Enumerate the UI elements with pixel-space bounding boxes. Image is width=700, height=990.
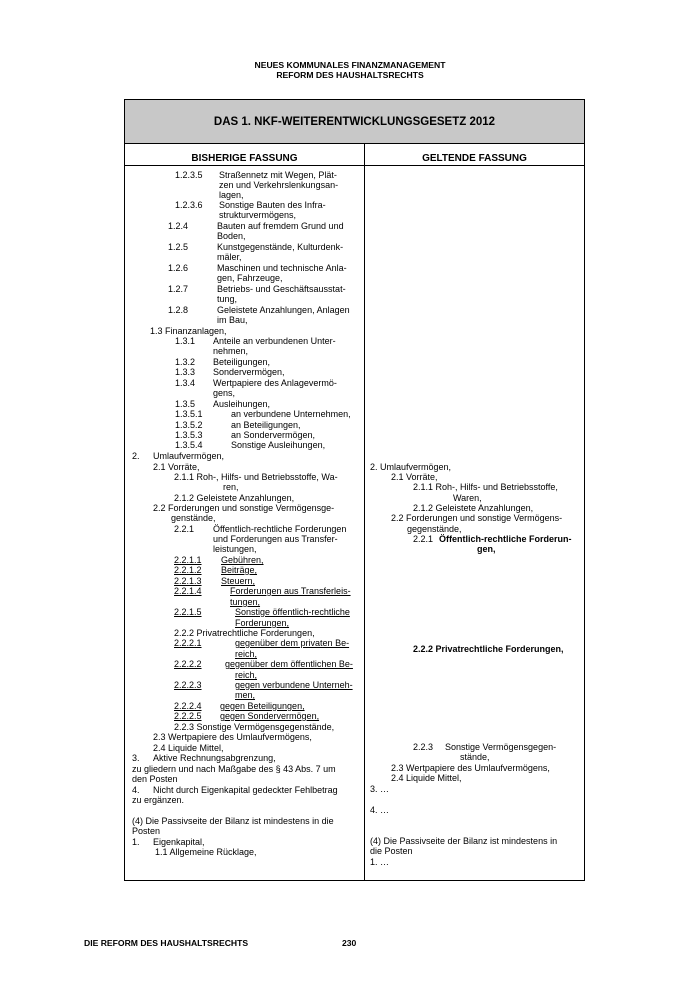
item-number: 1.2.7 xyxy=(168,284,189,294)
text-line: 2.1.2 Geleistete Anzahlungen, xyxy=(413,503,534,513)
column-header-right: GELTENDE FASSUNG xyxy=(422,153,527,164)
item-text: Umlaufvermögen, xyxy=(153,451,225,461)
item-number: 1. xyxy=(132,837,140,847)
text-line: 2. Umlaufvermögen, xyxy=(370,462,452,472)
item-number: 2.2.1.1 xyxy=(174,555,202,565)
item-text: mäler, xyxy=(217,252,242,262)
item-text: nehmen, xyxy=(213,346,249,356)
item-number: 2.2.2.3 xyxy=(174,680,202,690)
item-text: strukturvermögens, xyxy=(219,210,297,220)
text-line: den Posten xyxy=(132,774,178,784)
item-number: 1.3.2 xyxy=(175,357,196,367)
item-text: an verbundene Unternehmen, xyxy=(231,409,351,419)
item-text: Maschinen und technische Anla- xyxy=(217,263,347,273)
text-line: Posten xyxy=(132,826,161,836)
text-line: 2.2 Forderungen und sonstige Vermögens- xyxy=(391,513,563,523)
item-text: tung, xyxy=(217,294,238,304)
item-text: gegen Beteiligungen, xyxy=(220,701,305,711)
item-text: men, xyxy=(235,690,256,700)
item-number: 1.3.5.2 xyxy=(175,420,203,430)
column-header-left: BISHERIGE FASSUNG xyxy=(191,153,298,164)
item-number: 2.2.3 xyxy=(413,742,434,752)
item-text: gen, xyxy=(477,544,496,554)
text-line: 1.1 Allgemeine Rücklage, xyxy=(155,847,257,857)
item-text: stände, xyxy=(460,752,490,762)
text-line: 2.2 Forderungen und sonstige Vermögensge- xyxy=(153,503,335,513)
item-text: Sonstige öffentlich-rechtliche xyxy=(235,607,350,617)
item-text: gen, Fahrzeuge, xyxy=(217,273,283,283)
page-number: 230 xyxy=(342,938,357,948)
text-line: zu ergänzen. xyxy=(132,795,185,805)
comparison-table xyxy=(124,99,585,881)
item-text: an Sondervermögen, xyxy=(231,430,316,440)
text-line: 2.2.2 Privatrechtliche Forderungen, xyxy=(174,628,315,638)
text-line: 1. … xyxy=(370,857,390,867)
item-number: 2.2.1.3 xyxy=(174,576,202,586)
item-number: 2. xyxy=(132,451,140,461)
header-line-1: NEUES KOMMUNALES FINANZMANAGEMENT xyxy=(254,60,446,70)
item-text: Forderungen aus Transferleis- xyxy=(230,586,351,596)
item-text: Eigenkapital, xyxy=(153,837,205,847)
item-text: Öffentlich-rechtliche Forderun- xyxy=(439,534,572,544)
item-text: Boden, xyxy=(217,231,246,241)
item-number: 1.2.3.5 xyxy=(175,170,203,180)
text-line: (4) Die Passivseite der Bilanz ist mindestens in xyxy=(370,836,558,846)
text-line: 2.3 Wertpapiere des Umlaufvermögens, xyxy=(391,763,550,773)
item-number: 2.2.1 xyxy=(174,524,195,534)
item-number: 1.2.6 xyxy=(168,263,189,273)
text-line: ren, xyxy=(223,482,239,492)
item-number: 1.3.5 xyxy=(175,399,196,409)
item-text: Öffentlich-rechtliche Forderungen xyxy=(213,524,347,534)
item-number: 1.2.5 xyxy=(168,242,189,252)
text-line: 3. … xyxy=(370,784,390,794)
text-line: Waren, xyxy=(453,493,482,503)
table-title: DAS 1. NKF-WEITERENTWICKLUNGSGESETZ 2012 xyxy=(125,100,584,144)
item-number: 1.3.3 xyxy=(175,367,196,377)
text-line: 2.4 Liquide Mittel, xyxy=(153,743,224,753)
item-text: leistungen, xyxy=(213,544,257,554)
item-text: Geleistete Anzahlungen, Anlagen xyxy=(217,305,350,315)
text-line: 2.2.2 Privatrechtliche Forderungen, xyxy=(413,644,564,654)
text-line: 4. … xyxy=(370,805,390,815)
item-number: 3. xyxy=(132,753,140,763)
item-number: 1.3.5.3 xyxy=(175,430,203,440)
text-line: 2.4 Liquide Mittel, xyxy=(391,773,462,783)
text-line: genstände, xyxy=(171,513,216,523)
item-text: gens, xyxy=(213,388,236,398)
item-text: und Forderungen aus Transfer- xyxy=(213,534,338,544)
text-line: gegenstände, xyxy=(407,524,462,534)
item-text: tungen, xyxy=(230,597,261,607)
item-number: 2.2.1 xyxy=(413,534,434,544)
item-text: Betriebs- und Geschäftsausstat- xyxy=(217,284,346,294)
item-number: 2.2.2.5 xyxy=(174,711,202,721)
header-line-2: REFORM DES HAUSHALTSRECHTS xyxy=(276,70,424,80)
item-text: an Beteiligungen, xyxy=(231,420,301,430)
item-text: Wertpapiere des Anlagevermö- xyxy=(213,378,337,388)
column-divider xyxy=(364,144,365,881)
header-divider xyxy=(125,165,584,166)
text-line: 2.1.2 Geleistete Anzahlungen, xyxy=(174,493,295,503)
item-number: 1.3.5.1 xyxy=(175,409,203,419)
item-text: gegen verbundene Unterneh- xyxy=(235,680,353,690)
text-line: 2.1.1 Roh-, Hilfs- und Betriebsstoffe, xyxy=(413,482,558,492)
item-number: 2.2.1.2 xyxy=(174,565,202,575)
item-number: 1.2.3.6 xyxy=(175,200,203,210)
text-line: die Posten xyxy=(370,846,413,856)
item-number: 1.3.4 xyxy=(175,378,196,388)
item-text: Ausleihungen, xyxy=(213,399,271,409)
item-number: 2.2.2.2 xyxy=(174,659,202,669)
item-number: 1.2.8 xyxy=(168,305,189,315)
item-number: 1.3.1 xyxy=(175,336,196,346)
item-text: zen und Verkehrslenkungsan- xyxy=(219,180,339,190)
item-text: Anteile an verbundenen Unter- xyxy=(213,336,336,346)
item-text: Bauten auf fremdem Grund und xyxy=(217,221,344,231)
text-line: 2.1.1 Roh-, Hilfs- und Betriebsstoffe, Wa- xyxy=(174,472,338,482)
item-number: 1.2.4 xyxy=(168,221,189,231)
text-line: 1.3 Finanzanlagen, xyxy=(150,326,227,336)
item-text: reich, xyxy=(235,649,258,659)
item-number: 2.2.1.5 xyxy=(174,607,202,617)
item-text: Beiträge, xyxy=(221,565,258,575)
item-text: gegen Sondervermögen, xyxy=(220,711,320,721)
text-line: 2.1 Vorräte, xyxy=(153,462,200,472)
text-line: zu gliedern und nach Maßgabe des § 43 Abs. 7 um xyxy=(132,764,336,774)
text-line: 2.3 Wertpapiere des Umlaufvermögens, xyxy=(153,732,312,742)
item-text: reich, xyxy=(235,670,258,680)
text-line: 2.1 Vorräte, xyxy=(391,472,438,482)
item-text: Sonstige Vermögensgegen- xyxy=(445,742,557,752)
item-number: 1.3.5.4 xyxy=(175,440,203,450)
item-text: Aktive Rechnungsabgrenzung, xyxy=(153,753,276,763)
item-text: Sonstige Bauten des Infra- xyxy=(219,200,326,210)
item-text: lagen, xyxy=(219,190,244,200)
item-text: im Bau, xyxy=(217,315,248,325)
item-text: Nicht durch Eigenkapital gedeckter Fehlbetrag xyxy=(153,785,338,795)
item-text: gegenüber dem öffentlichen Be- xyxy=(225,659,353,669)
item-text: Straßennetz mit Wegen, Plät- xyxy=(219,170,337,180)
item-number: 2.2.1.4 xyxy=(174,586,202,596)
item-text: Beteiligungen, xyxy=(213,357,271,367)
text-line: (4) Die Passivseite der Bilanz ist mindestens in die xyxy=(132,816,334,826)
item-number: 4. xyxy=(132,785,140,795)
text-line: 2.2.3 Sonstige Vermögensgegenstände, xyxy=(174,722,335,732)
item-text: Forderungen, xyxy=(235,618,290,628)
item-text: Sonstige Ausleihungen, xyxy=(231,440,326,450)
item-text: Gebühren, xyxy=(221,555,264,565)
item-number: 2.2.2.1 xyxy=(174,638,202,648)
item-text: Kunstgegenstände, Kulturdenk- xyxy=(217,242,344,252)
item-text: Sondervermögen, xyxy=(213,367,285,377)
item-text: Steuern, xyxy=(221,576,256,586)
footer-title: DIE REFORM DES HAUSHALTSRECHTS xyxy=(84,938,249,948)
item-number: 2.2.2.4 xyxy=(174,701,202,711)
item-text: gegenüber dem privaten Be- xyxy=(235,638,350,648)
